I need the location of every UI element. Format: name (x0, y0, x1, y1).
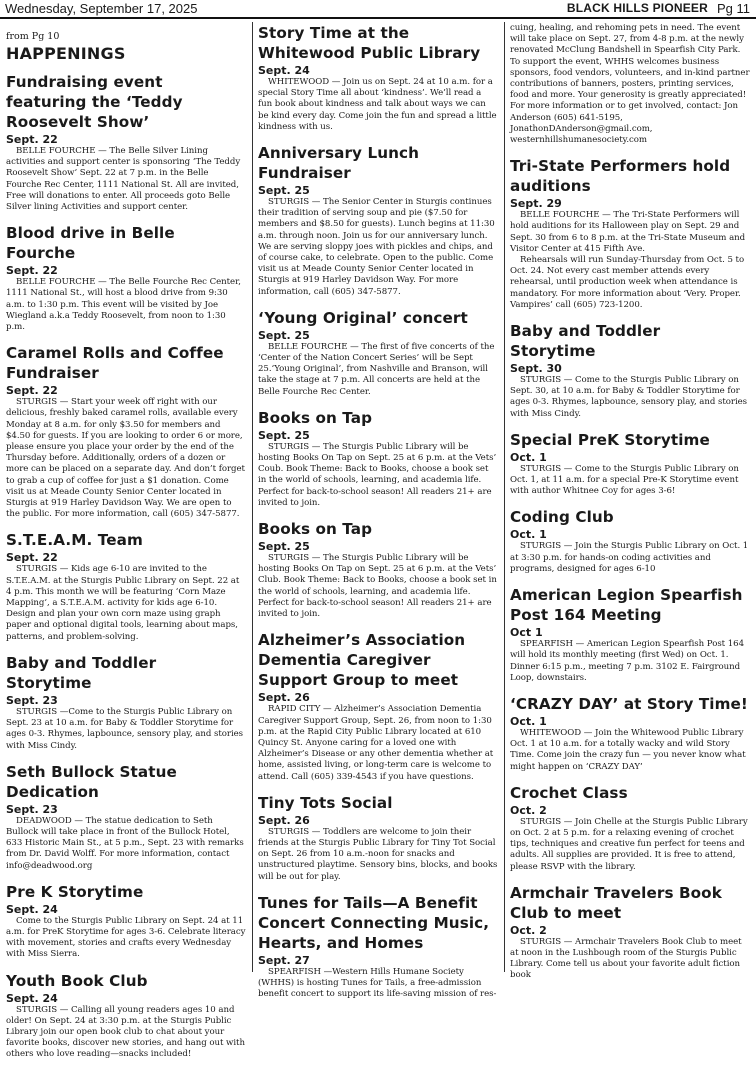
event-title: Books on Tap (258, 520, 373, 539)
page-number: Pg 11 (716, 1, 750, 16)
event-body: STURGIS —Come to the Sturgis Public Library on Sept. 23 at 10 a.m. for Baby & Toddler Storytime for ages 0-3. Rhymes, lapbounce, sensory play, and stories with Miss Cindy. (6, 706, 244, 751)
event-body: SPEARFISH — American Legion Spearfish Post 164 will hold its monthly meeting (first Wed) on Oct. 1. Dinner 6:15 p.m., meeting 7 p.m. 3102 E. Fairground Loop, downstairs. (510, 639, 745, 683)
column-divider (252, 22, 253, 972)
event-title: Tiny Tots Social (258, 793, 393, 812)
event-listing (6, 223, 246, 333)
event-date: Oct. 2 (510, 803, 547, 817)
event-body: Rehearsals will run Sunday-Thursday from Oct. 5 to Oct. 24. Not every cast member attends every rehearsal, until production week when attendance is mandatory. For more information about ‘Very. Proper. Vampires’ call (605) 723-1200. (510, 255, 745, 310)
event-date: Sept. 22 (6, 384, 58, 398)
event-listing (258, 23, 498, 133)
event-listing (510, 156, 750, 311)
column-3 (510, 23, 750, 992)
event-listing (6, 971, 246, 1061)
event-date: Sept. 24 (6, 902, 58, 916)
event-listing (510, 694, 750, 773)
event-body: cuing, healing, and rehoming pets in need. The event will take place on Sept. 27, from 4-8 p.m. at the newly renovated McClung Bandshell in Spearfish City Park. To support the event, WHHS welcomes business sponsors, food vendors, volunteers, and in-kind partner contributions of banners, posters, printing services, food and more. Your generosity is greatly appreciated! For more information or to get involved, contact: Jon Anderson (605) 641-5195, JonathonDAnderson@gmail.com, westernhillshumanesociety.com (510, 23, 750, 146)
event-body: STURGIS — The Sturgis Public Library will be hosting Books On Tap on Sept. 25 at 6 p.m. at the Vets’ Coub. Book Theme: Back to Books, choose a book set in the world of schools, learning, and academia life. Perfect for back-to-school season! All readers 21+ are invited to join. (258, 441, 497, 508)
event-title: ‘CRAZY DAY’ at Story Time! (510, 694, 748, 713)
event-date: Sept. 22 (6, 264, 58, 278)
event-date: Sept. 24 (6, 991, 58, 1005)
event-date: Sept. 26 (258, 813, 310, 827)
publication-name: BLACK HILLS PIONEER (566, 1, 708, 15)
event-listing (258, 408, 498, 509)
event-title: Baby and Toddler Storytime (510, 322, 661, 361)
event-body: WHITEWOOD — Join the Whitewood Public Library Oct. 1 at 10 a.m. for a totally wacky and wild Story Time. Come join the crazy fun — you never know what might happen on ‘CRAZY DAY’ (510, 727, 746, 772)
event-date: Sept. 25 (258, 540, 310, 554)
event-title: Armchair Travelers Book Club to meet (510, 883, 722, 922)
event-title: Blood drive in Belle Fourche (6, 224, 175, 263)
event-date: Sept. 23 (6, 693, 58, 707)
event-date: Sept. 30 (510, 362, 562, 376)
event-title: Anniversary Lunch Fundraiser (258, 144, 420, 183)
event-listing (258, 519, 498, 620)
event-date: Sept. 22 (6, 133, 58, 146)
event-listing (6, 882, 246, 961)
event-date: Sept. 29 (510, 197, 562, 211)
event-listing (510, 23, 750, 146)
event-body: STURGIS — Come to the Sturgis Public Library on Sept. 30, at 10 a.m. for Baby & Toddler Storytime for ages 0-3. Rhymes, lapbounce, sensory play, and stories with Miss Cindy. (510, 375, 748, 419)
event-body: STURGIS — Come to the Sturgis Public Library on Oct. 1, at 11 a.m. for a special Pre-K Storytime event with author Whitnee Coy for ages 3-6! (510, 463, 739, 497)
event-body: STURGIS — Calling all young readers ages 10 and older! On Sept. 24 at 3:30 p.m. at the Sturgis Public Library join our open book club to chat about your favorite books, discover new stories, and hang out with others who love reading—snacks included! (6, 1004, 245, 1060)
event-title: American Legion Spearfish Post 164 Meeting (510, 586, 743, 625)
event-body: STURGIS — Kids age 6-10 are invited to the S.T.E.A.M. at the Sturgis Public Library on Sept. 22 at 4 p.m. This month we will be featuring ‘Corn Maze Mapping’, a S.T.E.A.M. activity for kids age 6-10. Design and plan your own corn maze using graph paper and optional digital tools, learning about maps, patterns, and problem-solving. (6, 564, 240, 642)
page-header (0, 0, 756, 19)
event-date: Sept. 25 (258, 184, 310, 198)
event-body: STURGIS — The Senior Center in Sturgis continues their tradition of serving soup and pie ($7.50 for members and $8.50 for guests). Lunch begins at 11:30 a.m. through noon. Join us for our anniversary lunch. We are serving sloppy joes with pickles and chips, and of course cake, to celebrate. Open to the public. Come visit us at Meade County Senior Center located in Sturgis at 919 Harley Davidson Way. For more information, call (605) 347-5877. (258, 197, 495, 297)
event-title: Special PreK Storytime (510, 430, 710, 449)
event-listing (258, 793, 498, 883)
event-listing (6, 530, 246, 642)
event-body: BELLE FOURCHE — The Belle Silver Lining activities and support center is sponsoring ‘The Teddy Roosevelt Show’ Sept. 22 at 7 p.m. in the Belle Fourche Rec Center, 1111 National St. All are invited, Free will donations to enter. All proceeds goto Belle Silver lining Activities and support center. (6, 146, 241, 213)
event-body: SPEARFISH —Western Hills Humane Society (WHHS) is hosting Tunes for Tails, a free-admission benefit concert to support its life-saving mission of res- (258, 966, 497, 1000)
event-body: BELLE FOURCHE — The first of five concerts of the ‘Center of the Nation Concert Series’ will be Sept 25.‘Young Original’, from Nashville and Branson, will take the stage at 7 p.m. All concerts are held at the Belle Fourche Rec Center. (258, 341, 495, 397)
event-listing (6, 762, 246, 872)
event-date: Sept. 26 (258, 691, 310, 705)
event-title: Seth Bullock Statue Dedication (6, 762, 177, 801)
event-title: Baby and Toddler Storytime (6, 653, 157, 692)
event-listing (510, 321, 750, 420)
event-body: STURGIS — The Sturgis Public Library will be hosting Books On Tap on Sept. 25 at 6 p.m. at the Vets’ Club. Book Theme: Back to Books, choose a book set in the world of schools, learning, and academia life. Perfect for back-to-school season! All readers 21+ are invited to join. (258, 553, 497, 620)
event-date: Sept. 23 (6, 802, 58, 816)
event-title: Crochet Class (510, 783, 628, 802)
event-listing (6, 72, 246, 213)
event-date: Sept. 22 (6, 551, 58, 565)
event-body: STURGIS — Start your week off right with our delicious, freshly baked caramel rolls, available every Monday at 8 a.m. for only $3.50 for members and $4.50 for guests. If you are looking to order 6 or more, please ensure you place your order by the end of the Thursday before. Additionally, orders of a dozen or more can be placed on a separate day. And don’t forget to grab a cup of coffee for just a $1 donation. Come visit us at Meade County Senior Center located in Sturgis at 919 Harley Davidson Way. We are open to the public. For more information, call (605) 347-5877. (6, 397, 245, 520)
event-title: Alzheimer’s Association Dementia Caregiver Support Group to meet (258, 631, 466, 690)
event-date: Sept. 25 (258, 428, 310, 442)
event-body: DEADWOOD — The statue dedication to Seth Bullock will take place in front of the Bullock Hotel, 633 Historic Main St., at 5 p.m., Sept. 23 with remarks from Dr. David Wolff. For more information, contact info@deadwood.org (6, 815, 244, 871)
event-title: Fundraising event featuring the ‘Teddy Roosevelt Show’ (6, 73, 183, 131)
event-body: BELLE FOURCHE — The Tri-State Performers will hold auditions for its Halloween play on Sept. 29 and Sept. 30 from 6 to 8 p.m. at the Tri-State Museum and Visitor Center at 415 Fifth Ave. (510, 210, 746, 254)
event-title: S.T.E.A.M. Team (6, 531, 143, 550)
event-title: ‘Young Original’ concert (258, 308, 468, 327)
event-date: Sept. 24 (258, 64, 310, 77)
issue-date: Wednesday, September 17, 2025 (5, 1, 198, 16)
event-listing (258, 308, 498, 398)
column-2 (258, 23, 498, 1010)
event-listing (258, 630, 498, 782)
event-title: Books on Tap (258, 408, 373, 427)
event-date: Oct. 1 (510, 528, 547, 542)
event-listing (510, 883, 750, 982)
event-listing (258, 893, 498, 1001)
event-listing (510, 430, 750, 498)
event-body: BELLE FOURCHE — The Belle Fourche Rec Center, 1111 National St., will host a blood drive from 9:30 a.m. to 1:30 p.m. This event will be visited by Joe Wiegland a.k.a Teddy Roosevelt, from noon to 1:30 p.m. (6, 277, 241, 333)
event-body: STURGIS — Toddlers are welcome to join their friends at the Sturgis Public Library for Tiny Tot Social on Sept. 26 from 10 a.m.-noon for snacks and unstructured playtime. Sensory bins, blocks, and books will be out for play. (258, 826, 498, 882)
event-date: Oct. 1 (510, 714, 547, 728)
event-body: STURGIS — Armchair Travelers Book Club to meet at noon in the Lushbough room of the Sturgis Public Library. Come tell us about your favorite adult fiction book (510, 936, 742, 981)
event-title: Tunes for Tails—A Benefit Concert Connecting Music, Hearts, and Homes (258, 893, 490, 952)
event-title: Tri-State Performers hold auditions (510, 157, 731, 196)
event-title: Pre K Storytime (6, 882, 144, 901)
event-title: Coding Club (510, 508, 614, 527)
event-title: Caramel Rolls and Coffee Fundraiser (6, 344, 224, 383)
event-body: STURGIS — Join Chelle at the Sturgis Public Library on Oct. 2 at 5 p.m. for a relaxing evening of crochet tips, techniques and creative fun perfect for teens and adults. All supplies are provided. It is free to attend, please RSVP with the library. (510, 816, 748, 872)
event-listing (510, 783, 750, 873)
column-divider (504, 22, 505, 972)
event-body: RAPID CITY — Alzheimer’s Association Dementia Caregiver Support Group, Sept. 26, from noon to 1:30 p.m. at the Rapid City Public Library located at 610 Quincy St. Anyone caring for a loved one with Alzheimer’s Disease or any other dementia whether at home, assisted living, or long-term care is welcome to attend. Call (605) 339-4543 if you have questions. (258, 704, 494, 782)
continued-from: from Pg 10 (6, 31, 60, 42)
event-date: Oct. 1 (510, 450, 547, 464)
event-listing (510, 585, 750, 684)
event-date: Oct 1 (510, 626, 543, 640)
event-date: Sept. 25 (258, 328, 310, 342)
event-title: Story Time at the Whitewood Public Library (258, 24, 481, 62)
event-listing (6, 343, 246, 520)
column-1 (6, 24, 246, 1071)
event-date: Oct. 2 (510, 923, 547, 937)
event-listing (510, 507, 750, 575)
event-listing (258, 143, 498, 298)
event-date: Sept. 27 (258, 953, 310, 967)
event-body: Come to the Sturgis Public Library on Sept. 24 at 11 a.m. for PreK Storytime for ages 3-6. Celebrate literacy with movement, stories and crafts every Wednesday with Miss Sierra. (6, 915, 246, 960)
event-listing (6, 653, 246, 752)
event-body: WHITEWOOD — Join us on Sept. 24 at 10 a.m. for a special Story Time all about ‘kindness’. We’ll read a fun book about kindness and talk about ways we can be kind every day. Come join the fun and spread a little kindness with us. (258, 77, 497, 132)
section-title: HAPPENINGS (6, 44, 126, 63)
event-title: Youth Book Club (6, 971, 148, 990)
event-body: STURGIS — Join the Sturgis Public Library on Oct. 1 at 3:30 p.m. for hands-on coding activities and programs, designed for ages 6-10 (510, 541, 749, 574)
